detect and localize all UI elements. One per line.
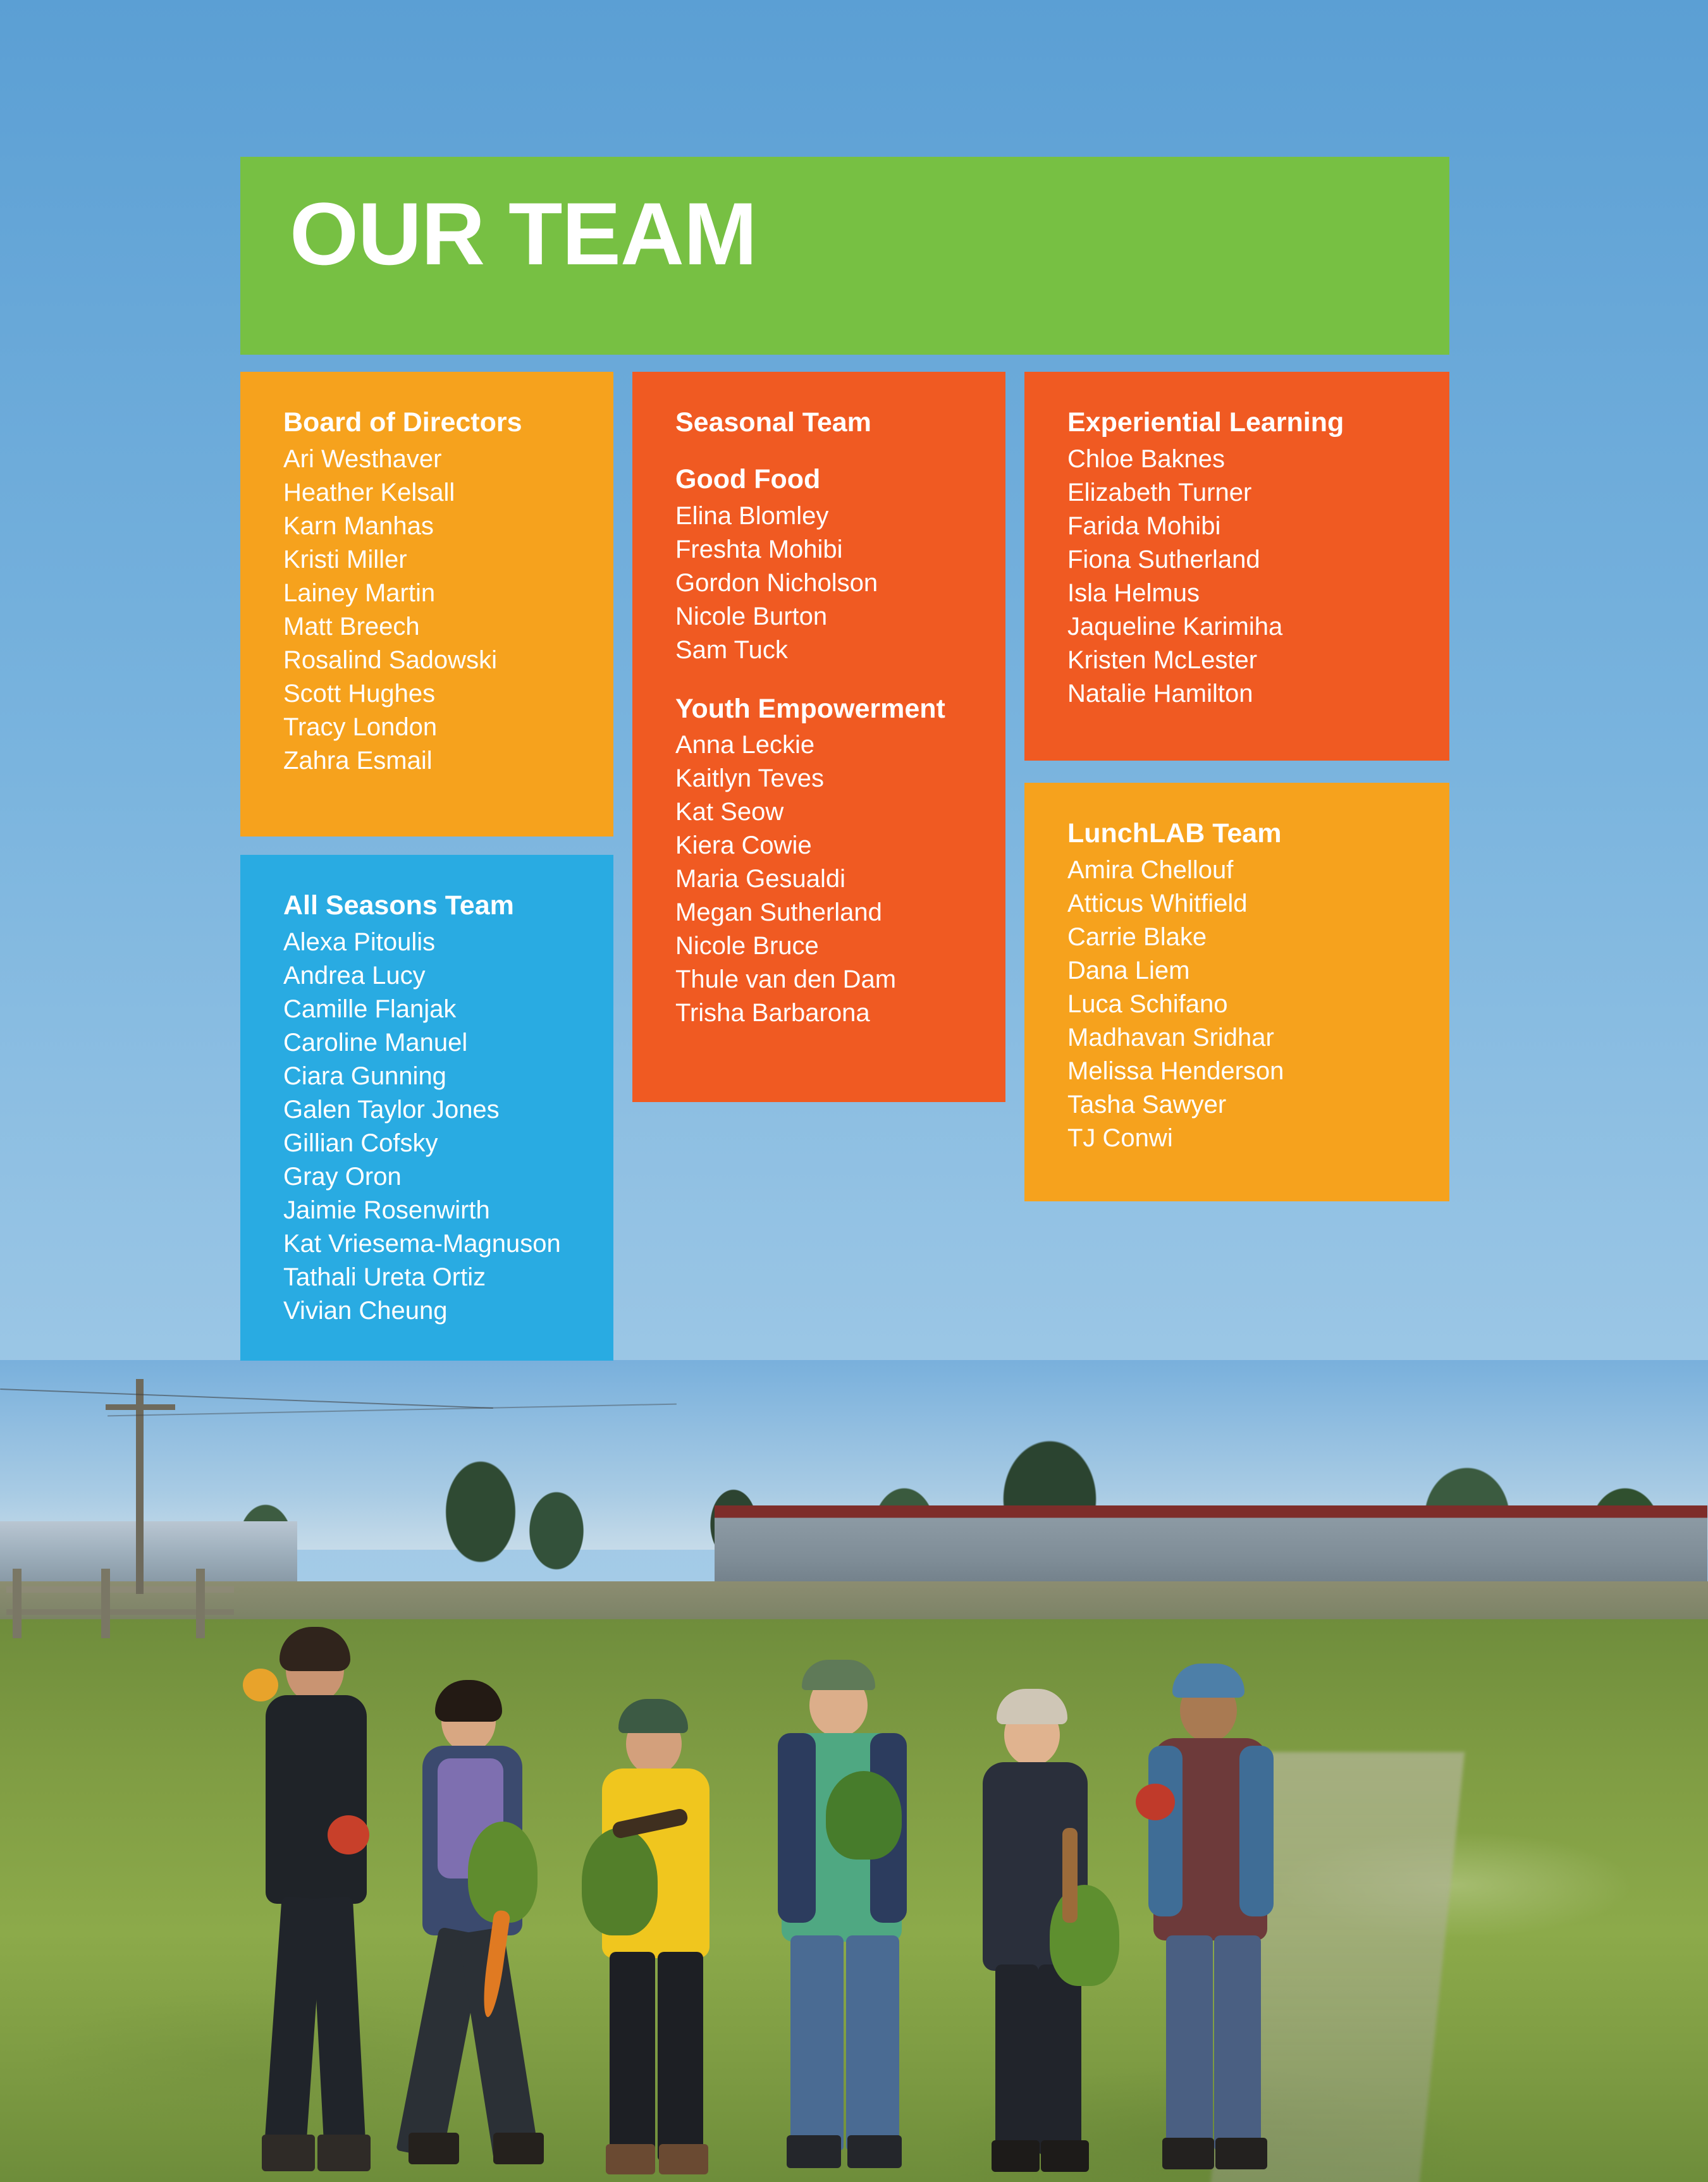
card-all-seasons-team bbox=[240, 855, 613, 1361]
person-leg bbox=[1166, 1935, 1213, 2150]
list-item: Scott Hughes bbox=[283, 679, 436, 708]
person-sleeve bbox=[1148, 1746, 1183, 1916]
person-beanie bbox=[997, 1689, 1067, 1724]
list-item: Elizabeth Turner bbox=[1067, 478, 1252, 506]
list-item: Vivian Cheung bbox=[283, 1296, 448, 1325]
list-item: Amira Chellouf bbox=[1067, 855, 1234, 884]
photo-carrot-greens bbox=[582, 1828, 658, 1935]
list-item: Kristi Miller bbox=[283, 545, 407, 573]
member-list bbox=[1067, 854, 1449, 1155]
list-item: Kiera Cowie bbox=[675, 831, 812, 860]
list-item: Tasha Sawyer bbox=[1067, 1090, 1227, 1119]
list-item: Trisha Barbarona bbox=[675, 999, 870, 1027]
card-experiential-learning bbox=[1024, 372, 1449, 761]
list-item: Kat Vriesema-Magnuson bbox=[283, 1229, 561, 1258]
list-item: Ari Westhaver bbox=[283, 444, 442, 473]
card-title: LunchLAB Team bbox=[1067, 818, 1282, 849]
list-item: Thule van den Dam bbox=[675, 965, 897, 994]
list-item: Carrie Blake bbox=[1067, 922, 1207, 951]
list-item: Megan Sutherland bbox=[675, 898, 882, 927]
list-item: Lainey Martin bbox=[283, 579, 436, 607]
list-item: Rosalind Sadowski bbox=[283, 646, 497, 674]
member-list-youth-empowerment bbox=[675, 728, 1005, 1030]
list-item: Maria Gesualdi bbox=[675, 865, 846, 893]
person-torso bbox=[266, 1695, 367, 1904]
list-item: Atticus Whitfield bbox=[1067, 889, 1248, 917]
person-boot bbox=[992, 2140, 1040, 2172]
person-beanie bbox=[618, 1699, 688, 1733]
member-list bbox=[283, 926, 613, 1328]
list-item: Nicole Burton bbox=[675, 602, 828, 630]
list-item: Nicole Bruce bbox=[675, 932, 819, 960]
card-title: All Seasons Team bbox=[283, 890, 514, 921]
photo-barn bbox=[715, 1505, 1707, 1594]
list-item: Elina Blomley bbox=[675, 501, 829, 530]
list-item: Galen Taylor Jones bbox=[283, 1095, 500, 1124]
list-item: Tathali Ureta Ortiz bbox=[283, 1263, 486, 1291]
list-item: Kristen McLester bbox=[1067, 646, 1258, 674]
list-item: Karn Manhas bbox=[283, 512, 434, 540]
person-leg bbox=[995, 1964, 1038, 2154]
photo-fence bbox=[6, 1569, 234, 1638]
person-sleeve bbox=[1239, 1746, 1274, 1916]
list-item: Gordon Nicholson bbox=[675, 568, 878, 597]
list-item: Jaimie Rosenwirth bbox=[283, 1196, 490, 1224]
person-boot bbox=[847, 2135, 902, 2168]
card-seasonal-team bbox=[632, 372, 1005, 1102]
person-boot bbox=[493, 2133, 544, 2164]
list-item: Fiona Sutherland bbox=[1067, 545, 1260, 573]
photo-vegetable bbox=[243, 1669, 278, 1701]
person-boot bbox=[659, 2144, 708, 2174]
person-leg bbox=[311, 1897, 366, 2145]
photo-vegetable bbox=[1136, 1784, 1175, 1820]
list-item: Melissa Henderson bbox=[1067, 1057, 1284, 1085]
member-list bbox=[1067, 443, 1449, 711]
person-boot bbox=[1215, 2138, 1267, 2169]
our-team-banner bbox=[240, 157, 1449, 355]
list-item: Isla Helmus bbox=[1067, 579, 1200, 607]
list-item: Madhavan Sridhar bbox=[1067, 1023, 1274, 1051]
card-title: Board of Directors bbox=[283, 407, 522, 438]
list-item: TJ Conwi bbox=[1067, 1124, 1173, 1152]
list-item: Sam Tuck bbox=[675, 635, 788, 664]
list-item: Gillian Cofsky bbox=[283, 1129, 438, 1157]
card-board-of-directors bbox=[240, 372, 613, 837]
list-item: Gray Oron bbox=[283, 1162, 402, 1191]
list-item: Luca Schifano bbox=[1067, 990, 1228, 1018]
card-title: Seasonal Team bbox=[675, 407, 871, 438]
list-item: Dana Liem bbox=[1067, 956, 1190, 984]
list-item: Ciara Gunning bbox=[283, 1062, 446, 1090]
list-item: Kat Seow bbox=[675, 798, 784, 826]
list-item: Tracy London bbox=[283, 713, 438, 741]
page-title: OUR TEAM bbox=[290, 184, 757, 283]
person-hair bbox=[280, 1627, 350, 1671]
photo-utility-pole bbox=[136, 1379, 144, 1594]
list-item: Kaitlyn Teves bbox=[675, 764, 824, 793]
member-list bbox=[283, 443, 613, 778]
person-vest bbox=[778, 1733, 816, 1923]
person-leg bbox=[790, 1935, 844, 2150]
list-item: Jaqueline Karimiha bbox=[1067, 612, 1283, 641]
member-list-good-food bbox=[675, 500, 1005, 667]
list-item: Alexa Pitoulis bbox=[283, 928, 436, 956]
photo-person bbox=[405, 1664, 556, 2182]
person-boot bbox=[317, 2135, 371, 2171]
person-cap bbox=[802, 1660, 875, 1690]
photo-person bbox=[765, 1651, 930, 2182]
list-item: Freshta Mohibi bbox=[675, 535, 843, 563]
photo-person bbox=[588, 1682, 740, 2182]
person-boot bbox=[606, 2144, 655, 2174]
person-leg bbox=[658, 1952, 703, 2161]
photo-carrot-greens bbox=[468, 1822, 538, 1923]
person-leg bbox=[1038, 1964, 1081, 2154]
photo-carrot-greens bbox=[1050, 1885, 1119, 1986]
person-leg bbox=[846, 1935, 899, 2150]
list-item: Caroline Manuel bbox=[283, 1028, 468, 1057]
list-item: Chloe Baknes bbox=[1067, 444, 1226, 473]
card-title: Experiential Learning bbox=[1067, 407, 1344, 438]
photo-root-vegetable bbox=[1062, 1828, 1078, 1923]
photo-person bbox=[968, 1676, 1119, 2182]
list-item: Farida Mohibi bbox=[1067, 512, 1221, 540]
team-photo bbox=[0, 1360, 1708, 2182]
fence-post bbox=[101, 1569, 110, 1638]
person-boot bbox=[262, 2135, 315, 2171]
card-lunchlab-team bbox=[1024, 783, 1449, 1201]
person-boot bbox=[409, 2133, 459, 2164]
list-item: Andrea Lucy bbox=[283, 961, 426, 990]
list-item: Zahra Esmail bbox=[283, 746, 433, 775]
list-item: Anna Leckie bbox=[675, 731, 815, 759]
person-hair bbox=[435, 1680, 502, 1722]
fence-post bbox=[196, 1569, 205, 1638]
card-subtitle-good-food: Good Food bbox=[675, 463, 821, 494]
person-boot bbox=[1041, 2140, 1089, 2172]
list-item: Natalie Hamilton bbox=[1067, 679, 1253, 708]
list-item: Heather Kelsall bbox=[283, 478, 455, 506]
card-subtitle-youth-empowerment: Youth Empowerment bbox=[675, 693, 945, 724]
person-boot bbox=[787, 2135, 841, 2168]
photo-greens bbox=[826, 1771, 902, 1860]
person-beanie bbox=[1172, 1664, 1244, 1698]
photo-vegetable bbox=[328, 1815, 369, 1854]
person-leg bbox=[610, 1952, 655, 2161]
list-item: Camille Flanjak bbox=[283, 995, 457, 1023]
fence-post bbox=[13, 1569, 22, 1638]
photo-person bbox=[1138, 1651, 1296, 2182]
list-item: Matt Breech bbox=[283, 612, 420, 641]
photo-person bbox=[247, 1626, 392, 2182]
person-leg bbox=[1214, 1935, 1261, 2150]
person-boot bbox=[1162, 2138, 1214, 2169]
